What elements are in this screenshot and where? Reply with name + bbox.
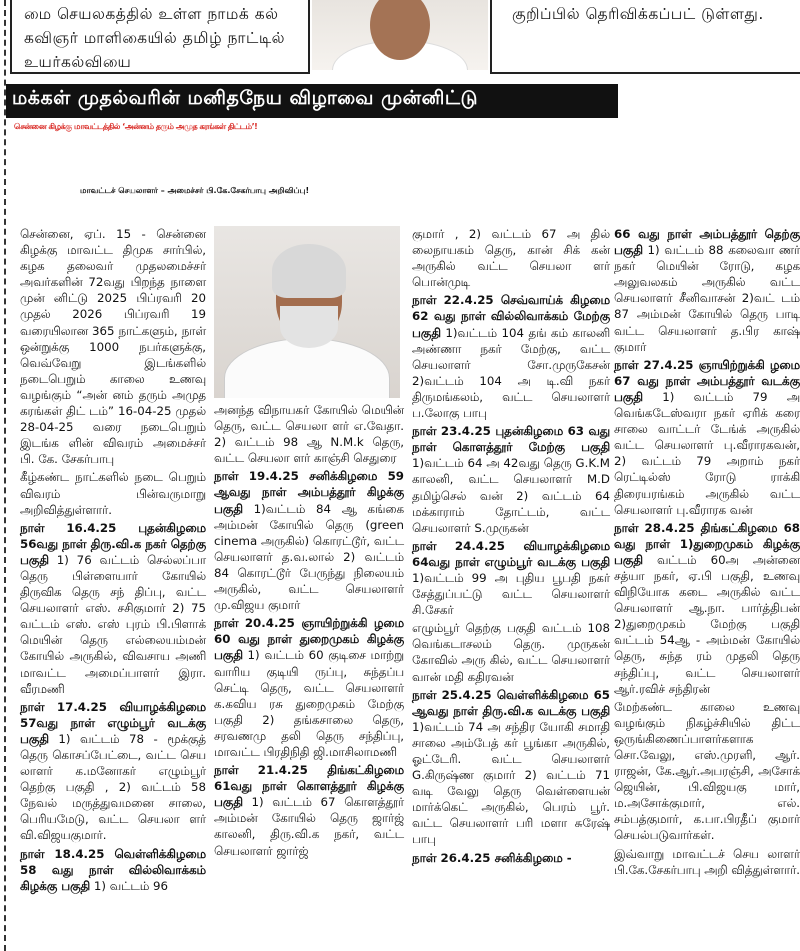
paragraph: இவ்வாறு மாவட்டச் செய லாளர் பி.கே.சேகர்பாபு அறி வித்துள்ளார். [614,846,800,877]
day-heading: நாள் 19.4.25 சனிக்கிழமை 59 ஆவது நாள் அம்பத்தூர் கிழக்கு பகுதி [214,469,404,516]
paragraph: வட்டம் 60அ அன்னை சத்யா நகர், ஏ.பி பகுதி, உணவு விநியோக கடை அருகில் வட்ட செயலாளர் ஆ.நா. பார்த்திபன் 2)துறைமுகம் மேற்கு பகுதி வட்டம் 54ஆ - அம்மன் கோயில் தெரு, சுந்த ரம் முதலி தெரு சந்திப்பு, வட்ட செயலாளர் ஆர்.ரவிச் சந்திரன் [614,552,800,696]
paragraph: 1) வட்டம் 78 - மூக்குத் தெரு கொசப்பேட்டை, வட்ட செய லாளர் க.மனோகர் எழும்பூர் தெற்கு பகுதி , 2) வட்டம் 58 நேவல் மருத்துவமனை சாலை, பெரியமேடு, வட்ட செயலா ளர் வி.விஜயகுமார். [20,731,206,843]
paragraph: 1)வட்டம் 104 தங் கம் காலனி அண்ணா நகர் மேற்கு, வட்ட செயலாளர் சோ.முருகேசன் 2)வட்டம் 104 அ டி.வி நகர் திருமங்கலம், வட்ட செயலாளர் ப.லோகு பாபு [412,325,611,421]
paragraph: அனந்த விநாயகர் கோயில் மெயின் தெரு, வட்ட செயலா ளர் எ.வேதா. 2) வட்டம் 98 ஆ N.M.k தெரு, வட்ட செயலா ளர் காஞ்சி செதுரை [214,403,404,466]
previous-article-left-text: மை செயலகத்தில் உள்ள நாமக் கல் கவிஞர் மாளிகையில் தமிழ் நாட்டில் உயர்கல்வியை [10,0,310,74]
paragraph: 1) வட்டம் 88 கலைவா ணர் நகர் மெயின் ரோடு, கழக அலுவலகம் அருகில் வட்ட செயலாளர் சீனிவாசன் 2)வட் டம் 87 அம்மன் கோயில் தெரு பாடி வட்ட செயலாளர் த.பிர காஷ் குமார் [614,243,800,354]
day-heading: நாள் 23.4.25 புதன்கிழமை 63 வது நாள் கொளத்தூர் மேற்கு பகுதி [412,424,610,455]
day-heading: நாள் 17.4.25 வியாழக்கிழமை 57வது நாள் எழும்பூர் வடக்கு பகுதி [20,699,206,746]
day-heading: நாள் 25.4.25 வெள்ளிக்கிழமை 65 ஆவது நாள் திரு.வி.க வடக்கு பகுதி [412,687,610,718]
day-heading: நாள் 24.4.25 வியாழக்கிழமை 64வது நாள் எழும்பூர் வடக்கு பகுதி [412,538,610,569]
day-heading: நாள் 20.4.25 ஞாயிற்றுக்கி ழமை 60 வது நாள் துறைமுகம் கிழக்கு பகுதி [214,616,404,663]
paragraph: 1) வட்டம் 67 கொளத்தூர் அம்மன் கோயில் தெரு ஜார்ஜ் காலனி, திரு.வி.க நகர், வட்ட செயலாளர் ஜார்ஜ் [214,795,405,858]
paragraph: 1)வட்டம் 74 அ சந்திர யோகி சமாதி சாலை அம்பேத் கர் பூங்கா அருகில், ஓட்டேரி. வட்ட செயலாளர் G.கிருஷ்ண குமார் 2) வட்டம் 71 வடி வேலு தெரு வெள்ளையன் மார்க்கெட் அருகில், பெரம் பூர். வட்ட செயலாளர் பரி மளா சுரேஷ் பாபு [412,719,610,847]
day-heading: நாள் 21.4.25 திங்கட்கிழமை 61வது நாள் கொளத்தூர் கிழக்கு பகுதி [214,763,404,810]
paragraph: 1) 76 வட்டம் செல்லப்பா தெரு பிள்ளையார் கோயில் திருவிக தெரு சந் திப்பு, வட்ட செயலாளர் எஸ். சசிகுமார் 2) 75 வட்டம் எஸ். எஸ் புரம் பி.பிளாக் மெயின் தெரு எல்லையம்மன் கோயில் அருகில், விவசாய அணி மாவட்ட அமைப்பாளர் இரா. வீரமணி [20,552,206,696]
day-heading: நாள் 27.4.25 ஞாயிற்றுக்கி ழமை 67 வது நாள் அம்பத்தூர் வடக்கு பகுதி [614,357,800,404]
minister-photo [214,226,400,398]
paragraph: 1)வட்டம் 84 ஆ கங்கை அம்மன் கோயில் தெரு (green cinema அருகில்) கொரட்டூர், வட்ட செயலாளர் த.வ.லால் 2) வட்டம் 84 கொரட்டூர் பேருந்து நிலையம் அருகில், வட்ட செயலாளர் மு.விஜய குமார் [214,501,405,613]
article-column-2 [214,402,404,861]
paragraph: 1) வட்டம் 96 [93,878,169,893]
paragraph: மேற்கண்ட காலை உணவு வழங்கும் நிகழ்ச்சியில் திட்ட ஒருங்கிணைப்பாளர்களாக சொ.வேலு, எஸ்.முரளி, ஆர். ராஜன், கே.ஆர்.அபரஞ்சி, அசோக் ஜெயின், பி.விஜயகு மார், ம.அசோக்குமார், எல். சம்பத்குமார், க.பா.பிரதீப் குமார் செயல்படுவார்கள். [614,699,800,843]
article-column-1 [20,226,206,896]
day-heading: நாள் 26.4.25 சனிக்கிழமை - [412,850,572,865]
article-column-3 [412,226,610,868]
paragraph: எழும்பூர் தெற்கு பகுதி வட்டம் 108 வெங்கடாசலம் தெரு. முருகன் கோவில் அரு கில், வட்ட செயலாளர் வான் மதி கதிரவன் [412,621,610,684]
kicker-band [6,84,618,118]
paragraph: 1)வட்டம் 99 அ புதிய பூபதி நகர் சேத்துப்பட்டு வட்ட செயலாளர் சி.சேகர் [412,570,610,618]
headline: சென்னை கிழக்கு மாவட்டத்தில் ‘அன்னம் தரும் அமுத கரங்கள் திட்டம்’! [14,122,258,131]
paragraph: 1) வட்டம் 60 குடிசை மாற்று வாரிய குடியி ருப்பு, சுந்தப்ப செட்டி தெரு, வட்ட செயலாளர் க.கவிய ரசு துறைமுகம் மேற்கு பகுதி 2) தங்கசாலை தெரு, சரவணமு தலி தெரு சந்திப்பு, மாவட்ட பிரதிநிதி ஜி.மாசிலாமணி [214,648,404,759]
previous-article-right-text: குறிப்பில் தெரிவிக்கப்பட் டுள்ளது. [490,0,800,74]
paragraph: குமார் , 2) வட்டம் 67 அ தில் லைநாயகம் தெரு, கான் சிக் கன் அருகில் வட்ட செயலா ளர் பொன்முடி [412,227,610,290]
paragraph: 1)வட்டம் 64 அ 42வது தெரு G.K.M காலனி, வட்ட செயலாளர் M.D தமிழ்செல் வன் 2) வட்டம் 64 மக்காராம் தோட்டம், வட்ட செயலாளர் S.முருகன் [412,456,610,535]
day-heading: நாள் 22.4.25 செவ்வாய்க் கிழமை 62 வது நாள் வில்லிவாக்கம் மேற்கு பகுதி [412,293,610,340]
day-heading: நாள் 16.4.25 புதன்கிழமை 56வது நாள் திரு.வி.க நகர் தெற்கு பகுதி [20,520,206,567]
day-heading: நாள் 18.4.25 வெள்ளிக்கிழமை 58 வது நாள் வில்லிவாக்கம் கிழக்கு பகுதி [20,846,206,893]
column-divider [4,0,6,951]
paragraph: 1) வட்டம் 79 அ வெங்கடேஸ்வரா நகர் ஏரிக் கரை சாலை வாட்டர் டேங்க் அருகில் வட்ட செயலாளர் பு.வீராரகவன், 2) வட்டம் 79 அறாம் நகர் ரெட்டில்ஸ் ரோடு ராக்கி திரையரங்கம் அருகில் வட்ட செயலாளர் பு.வீராரக வன் [614,389,800,517]
previous-article-photo [312,0,488,70]
day-heading: நாள் 28.4.25 திங்கட்கிழமை 68 வது நாள் 1)துறைமுகம் கிழக்கு பகுதி [614,520,800,567]
previous-article-strip [0,0,800,82]
kicker-text: மக்கள் முதல்வரின் மனிதநேய விழாவை முன்னிட்டு [12,87,478,109]
paragraph: கீழ்கண்ட நாட்களில் நடை பெறும் விவரம் பின்வருமாறு அறிவித்துள்ளார். [20,470,206,517]
day-heading: 66 வது நாள் அம்பத்தூர் தெற்கு பகுதி [614,227,800,258]
article-column-4 [614,226,800,880]
subheadline: மாவட்டச் செயலாளர் – அமைச்சர் பி.கே.சேகர்பாபு அறிவிப்பு! [80,186,310,195]
paragraph: சென்னை, ஏப். 15 - சென்னை கிழக்கு மாவட்ட திமுக சார்பில், கழக தலைவர் முதலமைச்சர் அவர்களின் 72வது பிறந்த நாளை முன் னிட்டு 2025 பிப்ரவரி 20 முதல் 2026 பிப்ரவரி 19 வரையிலான 365 நாட்களும், நாள் ஒன்றுக்கு 1000 நபர்களுக்கு, வெவ்வேறு இடங்களில் நடைபெறும் காலை உணவு வழங்கும் “அன் னம் தரும் அமுத கரங்கள் திட் டம்” 16-04-25 முதல் 28-04-25 வரை நடைபெறும் இடங்க ளின் விவரம் அமைச்சர் பி. கே. சேகர்பாபு [20,227,206,467]
